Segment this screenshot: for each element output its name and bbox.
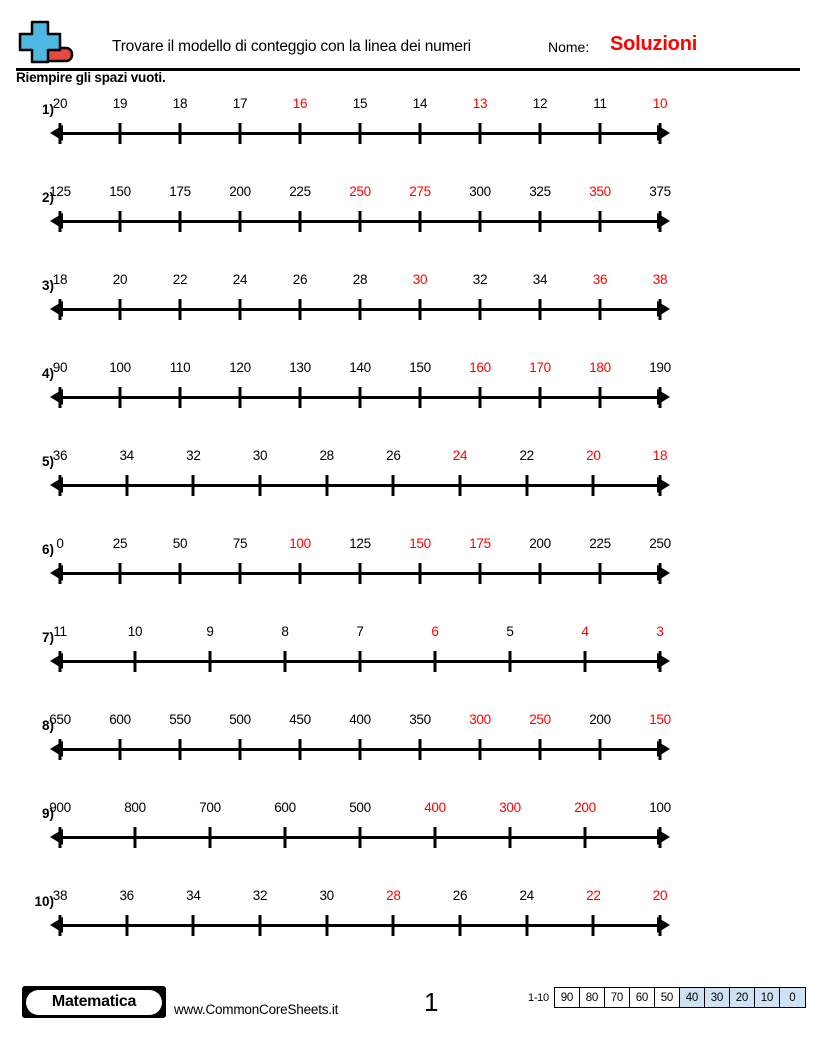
given-value: 32 bbox=[186, 448, 201, 463]
given-value: 200 bbox=[589, 712, 611, 727]
given-value: 10 bbox=[127, 624, 143, 639]
page-number: 1 bbox=[424, 987, 439, 1017]
given-value: 34 bbox=[186, 888, 201, 903]
arrow-left-icon bbox=[50, 917, 63, 933]
problem-row bbox=[0, 712, 816, 800]
score-cell[interactable]: 10 bbox=[755, 988, 780, 1007]
score-cell[interactable]: 60 bbox=[630, 988, 655, 1007]
number-line bbox=[49, 800, 671, 856]
given-value: 75 bbox=[232, 536, 248, 551]
answer-value[interactable]: 16 bbox=[292, 96, 308, 111]
axis-line bbox=[60, 836, 660, 839]
given-value: 34 bbox=[119, 448, 134, 463]
axis-line bbox=[60, 748, 660, 751]
given-value: 12 bbox=[532, 96, 548, 111]
given-value: 9 bbox=[206, 624, 214, 639]
answer-value[interactable]: 400 bbox=[424, 800, 446, 815]
answer-value[interactable]: 275 bbox=[409, 184, 431, 199]
given-value: 100 bbox=[649, 800, 671, 815]
arrow-left-icon bbox=[50, 565, 63, 581]
page-header bbox=[0, 0, 816, 85]
given-value: 650 bbox=[49, 712, 71, 727]
given-value: 15 bbox=[352, 96, 368, 111]
axis-line bbox=[60, 660, 660, 663]
given-value: 26 bbox=[386, 448, 401, 463]
given-value: 36 bbox=[119, 888, 134, 903]
answer-value[interactable]: 10 bbox=[652, 96, 668, 111]
given-value: 11 bbox=[593, 96, 607, 111]
given-value: 32 bbox=[472, 272, 488, 287]
axis-line bbox=[60, 308, 660, 311]
problem-row bbox=[0, 360, 816, 448]
score-cell[interactable]: 70 bbox=[605, 988, 630, 1007]
page-footer bbox=[0, 986, 816, 1056]
problem-row bbox=[0, 888, 816, 976]
given-value: 18 bbox=[52, 272, 68, 287]
score-cell[interactable]: 20 bbox=[730, 988, 755, 1007]
arrow-right-icon bbox=[657, 125, 670, 141]
site-url: www.CommonCoreSheets.it bbox=[174, 1002, 339, 1017]
name-value: Soluzioni bbox=[610, 33, 698, 55]
answer-value[interactable]: 30 bbox=[412, 272, 428, 287]
given-value: 550 bbox=[169, 712, 191, 727]
given-value: 110 bbox=[169, 360, 191, 375]
score-cell-list bbox=[554, 987, 806, 1008]
number-line bbox=[52, 888, 668, 944]
answer-value[interactable]: 150 bbox=[409, 536, 431, 551]
number-line-labels bbox=[49, 800, 671, 826]
given-value: 34 bbox=[532, 272, 548, 287]
arrow-right-icon bbox=[657, 917, 670, 933]
answer-value[interactable]: 18 bbox=[652, 448, 668, 463]
given-value: 200 bbox=[229, 184, 251, 199]
given-value: 8 bbox=[281, 624, 289, 639]
given-value: 20 bbox=[112, 272, 128, 287]
answer-value[interactable]: 3 bbox=[656, 624, 664, 639]
number-line bbox=[49, 712, 671, 768]
arrow-left-icon bbox=[50, 477, 63, 493]
arrow-right-icon bbox=[657, 477, 670, 493]
instructions-text: Riempire gli spazi vuoti. bbox=[16, 70, 166, 85]
given-value: 100 bbox=[109, 360, 131, 375]
given-value: 50 bbox=[172, 536, 188, 551]
axis-line bbox=[60, 484, 660, 487]
given-value: 26 bbox=[292, 272, 308, 287]
arrow-right-icon bbox=[657, 829, 670, 845]
problem-number: 8) bbox=[41, 718, 54, 733]
given-value: 200 bbox=[529, 536, 551, 551]
number-line bbox=[53, 624, 664, 680]
given-value: 0 bbox=[56, 536, 64, 551]
given-value: 19 bbox=[112, 96, 128, 111]
answer-value[interactable]: 28 bbox=[386, 888, 401, 903]
answer-value[interactable]: 150 bbox=[649, 712, 671, 727]
answer-value[interactable]: 6 bbox=[431, 624, 439, 639]
number-line bbox=[52, 360, 671, 416]
answer-value[interactable]: 180 bbox=[589, 360, 611, 375]
given-value: 400 bbox=[349, 712, 371, 727]
given-value: 500 bbox=[349, 800, 371, 815]
given-value: 250 bbox=[649, 536, 671, 551]
answer-value[interactable]: 300 bbox=[499, 800, 521, 815]
score-cell[interactable]: 40 bbox=[680, 988, 705, 1007]
answer-value[interactable]: 4 bbox=[581, 624, 589, 639]
given-value: 300 bbox=[469, 184, 491, 199]
problem-number: 2) bbox=[41, 190, 54, 205]
answer-value[interactable]: 175 bbox=[469, 536, 491, 551]
brand-label: Matematica bbox=[26, 990, 162, 1015]
answer-value[interactable]: 100 bbox=[289, 536, 311, 551]
given-value: 600 bbox=[109, 712, 131, 727]
given-value: 120 bbox=[229, 360, 251, 375]
given-value: 150 bbox=[409, 360, 431, 375]
problem-row bbox=[0, 624, 816, 712]
score-scale bbox=[528, 987, 806, 1008]
given-value: 375 bbox=[649, 184, 671, 199]
number-line-labels bbox=[52, 888, 668, 914]
given-value: 90 bbox=[52, 360, 68, 375]
given-value: 20 bbox=[52, 96, 68, 111]
number-line-labels bbox=[52, 96, 668, 122]
number-line-labels bbox=[49, 712, 671, 738]
given-value: 22 bbox=[172, 272, 188, 287]
number-line-labels bbox=[49, 184, 671, 210]
given-value: 17 bbox=[232, 96, 248, 111]
answer-value[interactable]: 22 bbox=[586, 888, 601, 903]
arrow-right-icon bbox=[657, 741, 670, 757]
score-cell[interactable]: 30 bbox=[705, 988, 730, 1007]
problem-number: 1) bbox=[41, 102, 54, 117]
number-line-labels bbox=[52, 360, 671, 386]
given-value: 125 bbox=[49, 184, 71, 199]
given-value: 140 bbox=[349, 360, 371, 375]
number-line bbox=[52, 448, 668, 504]
answer-value[interactable]: 160 bbox=[469, 360, 491, 375]
arrow-right-icon bbox=[657, 653, 670, 669]
score-cell[interactable]: 90 bbox=[555, 988, 580, 1007]
given-value: 11 bbox=[53, 624, 67, 639]
answer-value[interactable]: 38 bbox=[652, 272, 668, 287]
arrow-left-icon bbox=[50, 301, 63, 317]
answer-value[interactable]: 36 bbox=[592, 272, 608, 287]
given-value: 150 bbox=[109, 184, 131, 199]
number-line-labels bbox=[52, 272, 668, 298]
number-line-labels bbox=[56, 536, 671, 562]
arrow-left-icon bbox=[50, 741, 63, 757]
problem-number: 3) bbox=[41, 278, 54, 293]
answer-value[interactable]: 170 bbox=[529, 360, 551, 375]
problem-list bbox=[0, 96, 816, 976]
given-value: 26 bbox=[452, 888, 468, 903]
problem-number: 7) bbox=[41, 630, 54, 645]
given-value: 700 bbox=[199, 800, 221, 815]
name-label: Nome: bbox=[548, 39, 590, 55]
arrow-left-icon bbox=[50, 125, 63, 141]
given-value: 325 bbox=[529, 184, 551, 199]
given-value: 28 bbox=[319, 448, 334, 463]
arrow-right-icon bbox=[657, 301, 670, 317]
given-value: 125 bbox=[349, 536, 371, 551]
answer-value[interactable]: 250 bbox=[529, 712, 551, 727]
given-value: 175 bbox=[169, 184, 191, 199]
answer-value[interactable]: 24 bbox=[452, 448, 468, 463]
problem-row bbox=[0, 184, 816, 272]
number-line bbox=[49, 184, 671, 240]
given-value: 25 bbox=[112, 536, 128, 551]
answer-value[interactable]: 200 bbox=[574, 800, 596, 815]
given-value: 22 bbox=[519, 448, 534, 463]
given-value: 350 bbox=[409, 712, 431, 727]
problem-row bbox=[0, 272, 816, 360]
axis-line bbox=[60, 132, 660, 135]
answer-value[interactable]: 350 bbox=[589, 184, 611, 199]
number-line bbox=[52, 272, 668, 328]
given-value: 190 bbox=[649, 360, 671, 375]
given-value: 225 bbox=[589, 536, 611, 551]
answer-value[interactable]: 250 bbox=[349, 184, 371, 199]
arrow-right-icon bbox=[657, 213, 670, 229]
given-value: 130 bbox=[289, 360, 311, 375]
answer-value[interactable]: 20 bbox=[586, 448, 601, 463]
answer-value[interactable]: 300 bbox=[469, 712, 491, 727]
arrow-left-icon bbox=[50, 829, 63, 845]
given-value: 18 bbox=[172, 96, 188, 111]
given-value: 5 bbox=[506, 624, 514, 639]
number-line bbox=[56, 536, 671, 592]
answer-value[interactable]: 20 bbox=[652, 888, 668, 903]
given-value: 450 bbox=[289, 712, 311, 727]
given-value: 14 bbox=[412, 96, 428, 111]
problem-row bbox=[0, 448, 816, 536]
given-value: 600 bbox=[274, 800, 296, 815]
problem-number: 6) bbox=[41, 542, 54, 557]
arrow-right-icon bbox=[657, 565, 670, 581]
given-value: 500 bbox=[229, 712, 251, 727]
axis-line bbox=[60, 220, 660, 223]
plus-minus-logo-icon bbox=[16, 18, 78, 70]
page-title: Trovare il modello di conteggio con la linea dei numeri bbox=[112, 38, 471, 55]
arrow-left-icon bbox=[50, 389, 63, 405]
arrow-right-icon bbox=[657, 389, 670, 405]
given-value: 225 bbox=[289, 184, 311, 199]
problem-number: 10) bbox=[34, 894, 54, 909]
problem-row bbox=[0, 536, 816, 624]
problem-number: 5) bbox=[41, 454, 54, 469]
given-value: 24 bbox=[519, 888, 534, 903]
given-value: 30 bbox=[319, 888, 334, 903]
given-value: 900 bbox=[49, 800, 71, 815]
problem-number: 9) bbox=[41, 806, 54, 821]
brand-badge bbox=[22, 986, 166, 1018]
given-value: 7 bbox=[356, 624, 364, 639]
axis-line bbox=[60, 924, 660, 927]
arrow-left-icon bbox=[50, 653, 63, 669]
given-value: 32 bbox=[252, 888, 268, 903]
score-cell[interactable]: 80 bbox=[580, 988, 605, 1007]
given-value: 36 bbox=[52, 448, 68, 463]
axis-line bbox=[60, 396, 660, 399]
given-value: 30 bbox=[252, 448, 268, 463]
given-value: 28 bbox=[352, 272, 368, 287]
given-value: 24 bbox=[232, 272, 248, 287]
given-value: 800 bbox=[124, 800, 146, 815]
score-cell[interactable]: 0 bbox=[780, 988, 805, 1007]
arrow-left-icon bbox=[50, 213, 63, 229]
answer-value[interactable]: 13 bbox=[472, 96, 488, 111]
score-range-label: 1-10 bbox=[528, 991, 549, 1004]
number-line-labels bbox=[53, 624, 664, 650]
given-value: 38 bbox=[52, 888, 68, 903]
problem-row bbox=[0, 800, 816, 888]
problem-row bbox=[0, 96, 816, 184]
problem-number: 4) bbox=[41, 366, 54, 381]
axis-line bbox=[60, 572, 660, 575]
number-line bbox=[52, 96, 668, 152]
number-line-labels bbox=[52, 448, 668, 474]
score-cell[interactable]: 50 bbox=[655, 988, 680, 1007]
